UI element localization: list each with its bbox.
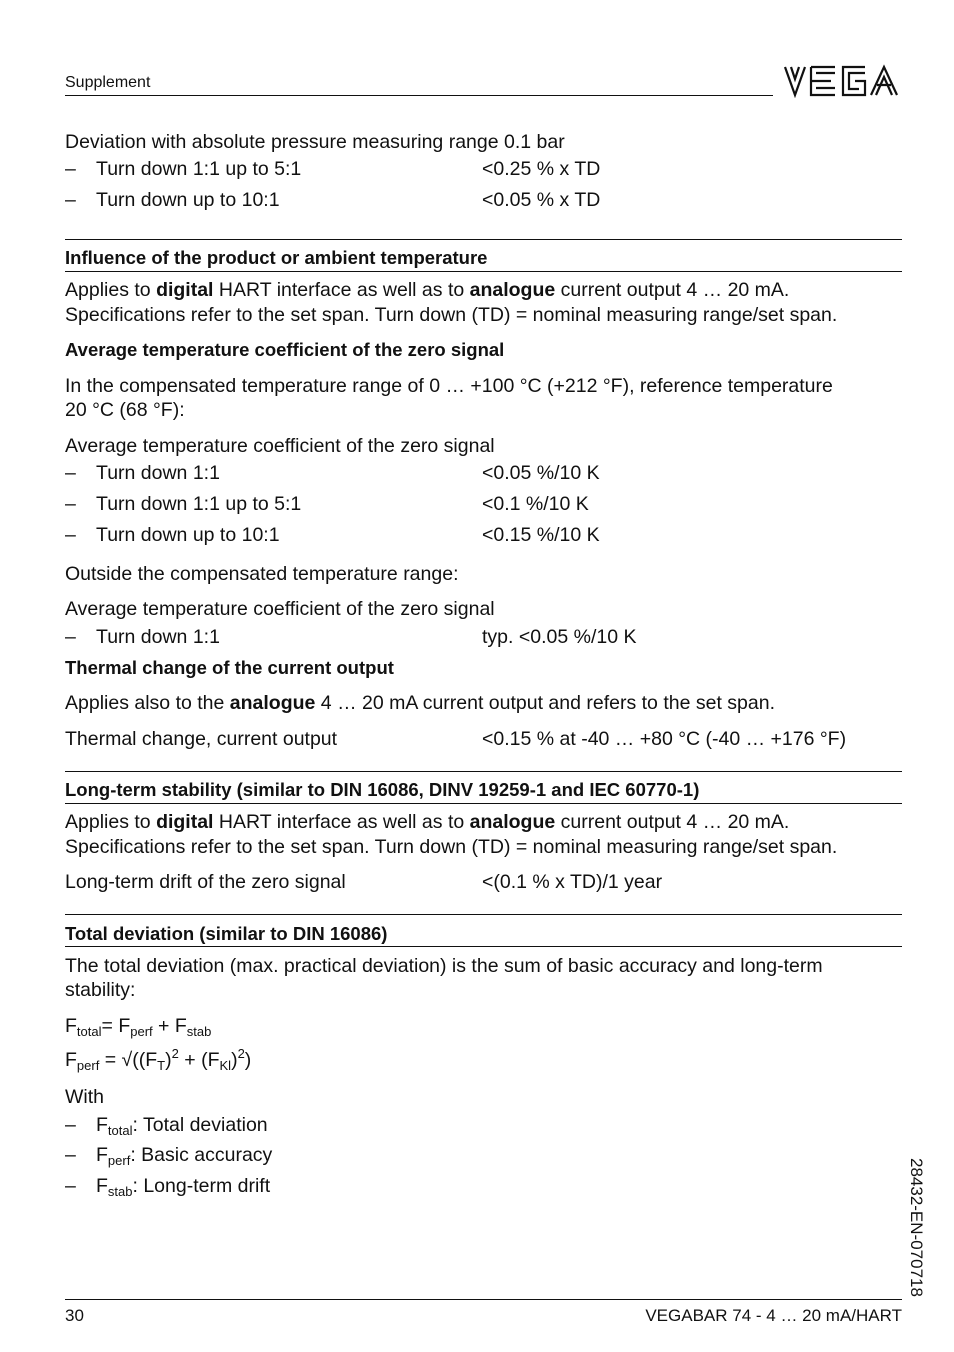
dash: – (65, 626, 76, 648)
row-value: <0.05 %/10 K (482, 462, 600, 484)
section-rule-bottom (65, 271, 902, 272)
coef-label-2: Average temperature coefficient of the zero signal (65, 598, 495, 620)
product-name: VEGABAR 74 - 4 … 20 mA/HART (645, 1306, 902, 1325)
dash: – (65, 493, 76, 515)
compensated-text: In the compensated temperature range of 0 … +100 °C (+212 °F), reference temperature (65, 375, 833, 397)
row-label: Turn down 1:1 (96, 626, 220, 648)
row-label: Turn down 1:1 up to 5:1 (96, 493, 302, 515)
subheading-avg-coef: Average temperature coefficient of the zero signal (65, 339, 505, 360)
header-rule (65, 95, 773, 96)
section-rule-top (65, 771, 902, 772)
dash: – (65, 189, 76, 211)
vega-logo (783, 64, 901, 98)
coef-label: Average temperature coefficient of the zero signal (65, 435, 495, 457)
drift-value: <(0.1 % x TD)/1 year (482, 871, 663, 893)
row-value: <0.15 %/10 K (482, 524, 600, 546)
def-stab: $F_{stab}$: Long-term drift (96, 1175, 271, 1199)
row-label: Turn down 1:1 up to 5:1 (96, 158, 302, 180)
row-label: Turn down up to 10:1 (96, 189, 280, 211)
def-perf: $F_{perf}$: Basic accuracy (96, 1144, 273, 1168)
def-total: $F_{total}$: Total deviation (96, 1114, 268, 1138)
section-rule-top (65, 914, 902, 915)
with-label: With (65, 1086, 104, 1108)
page-number: 30 (65, 1306, 84, 1325)
section-rule-top (65, 239, 902, 240)
spec-text: Specifications refer to the set span. Turn down (TD) = nominal measuring range/set span. (65, 304, 838, 326)
footer-rule (65, 1299, 902, 1300)
dash: – (65, 1144, 76, 1166)
row-value: <0.1 %/10 K (482, 493, 589, 515)
row-value: typ. <0.05 %/10 K (482, 626, 637, 648)
dash: – (65, 462, 76, 484)
formula-perf: $F_{perf} = √((F_T)^2 + (F_{Kl})^2)$ (65, 1046, 252, 1073)
applies-text: Applies to digital HART interface as well as to analogue current output 4 … 20 mA. (65, 811, 790, 833)
document-code: 28432-EN-070718 (907, 1158, 926, 1297)
row-label: Turn down 1:1 (96, 462, 220, 484)
outside-text: Outside the compensated temperature range: (65, 563, 459, 585)
section-heading-temperature: Influence of the product or ambient temperature (65, 247, 488, 268)
row-value: <0.05 % x TD (482, 189, 601, 211)
dash: – (65, 524, 76, 546)
row-label: Turn down up to 10:1 (96, 524, 280, 546)
section-heading-total: Total deviation (similar to DIN 16086) (65, 923, 388, 944)
dash: – (65, 158, 76, 180)
spec-text: Specifications refer to the set span. Turn down (TD) = nominal measuring range/set span. (65, 836, 838, 858)
compensated-text-2: 20 °C (68 °F): (65, 399, 185, 421)
dash: – (65, 1175, 76, 1197)
dash: – (65, 1114, 76, 1136)
thermal-applies: Applies also to the analogue 4 … 20 mA current output and refers to the set span. (65, 692, 775, 714)
section-rule-bottom (65, 946, 902, 947)
total-text-2: stability: (65, 979, 136, 1001)
section-heading-stability: Long-term stability (similar to DIN 16086, DINV 19259-1 and IEC 60770-1) (65, 779, 700, 800)
applies-text: Applies to digital HART interface as well as to analogue current output 4 … 20 mA. (65, 279, 790, 301)
thermal-value: <0.15 % at -40 … +80 °C (-40 … +176 °F) (482, 728, 847, 750)
section-label: Supplement (65, 74, 151, 91)
drift-label: Long-term drift of the zero signal (65, 871, 346, 893)
total-text: The total deviation (max. practical deviation) is the sum of basic accuracy and long-term (65, 955, 823, 977)
section-rule-bottom (65, 803, 902, 804)
row-value: <0.25 % x TD (482, 158, 601, 180)
formula-total: $F_{total}= F_{perf} + F_{stab}$ (65, 1015, 212, 1039)
subheading-thermal: Thermal change of the current output (65, 657, 394, 678)
abs-pressure-intro: Deviation with absolute pressure measuring range 0.1 bar (65, 131, 565, 153)
thermal-label: Thermal change, current output (65, 728, 338, 750)
